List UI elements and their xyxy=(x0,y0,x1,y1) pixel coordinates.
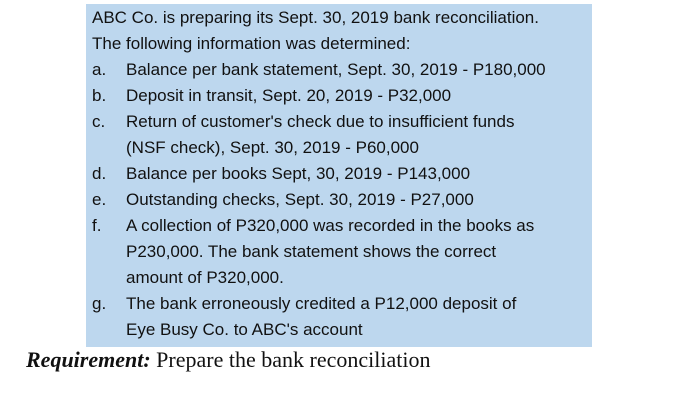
item-text: Return of customer's check due to insufficient funds xyxy=(126,112,515,131)
intro-line-1: ABC Co. is preparing its Sept. 30, 2019 bank reconciliation. xyxy=(92,8,539,27)
item-letter: g. xyxy=(92,294,107,313)
item-text: Eye Busy Co. to ABC's account xyxy=(126,320,363,339)
item-text: Outstanding checks, Sept. 30, 2019 - P27,000 xyxy=(126,190,474,209)
requirement-line xyxy=(26,345,430,375)
requirement-text: Prepare the bank reconciliation xyxy=(150,347,431,372)
item-text: P230,000. The bank statement shows the correct xyxy=(126,242,497,261)
item-letter: f. xyxy=(92,216,102,235)
requirement-label: Requirement: xyxy=(26,347,151,372)
item-text: Balance per books Sept, 30, 2019 - P143,000 xyxy=(126,164,471,183)
item-text: The bank erroneously credited a P12,000 deposit of xyxy=(126,294,517,313)
list-item-g xyxy=(92,291,592,343)
item-letter: b. xyxy=(92,86,107,105)
item-text: (NSF check), Sept. 30, 2019 - P60,000 xyxy=(126,138,419,157)
item-text: amount of P320,000. xyxy=(126,268,284,287)
intro-line-2: The following information was determined: xyxy=(92,34,411,53)
item-body xyxy=(126,213,592,291)
item-text: Balance per bank statement, Sept. 30, 2019 - P180,000 xyxy=(126,60,546,79)
list-item-f xyxy=(92,213,592,291)
item-body xyxy=(126,291,592,343)
item-text: A collection of P320,000 was recorded in the books as xyxy=(126,216,535,235)
item-letter: a. xyxy=(92,60,107,79)
list-item-c xyxy=(92,109,592,161)
item-letter: d. xyxy=(92,164,107,183)
item-body xyxy=(126,187,592,213)
list-item-b xyxy=(92,83,592,109)
item-body xyxy=(126,83,592,109)
item-letter: c. xyxy=(92,112,106,131)
item-letter: e. xyxy=(92,190,107,209)
item-text: Deposit in transit, Sept. 20, 2019 - P32,000 xyxy=(126,86,452,105)
item-body xyxy=(126,57,592,83)
list-item-e xyxy=(92,187,592,213)
list-item-a xyxy=(92,57,592,83)
item-body xyxy=(126,161,592,187)
list-item-d xyxy=(92,161,592,187)
problem-text xyxy=(92,5,592,343)
item-body xyxy=(126,109,592,161)
